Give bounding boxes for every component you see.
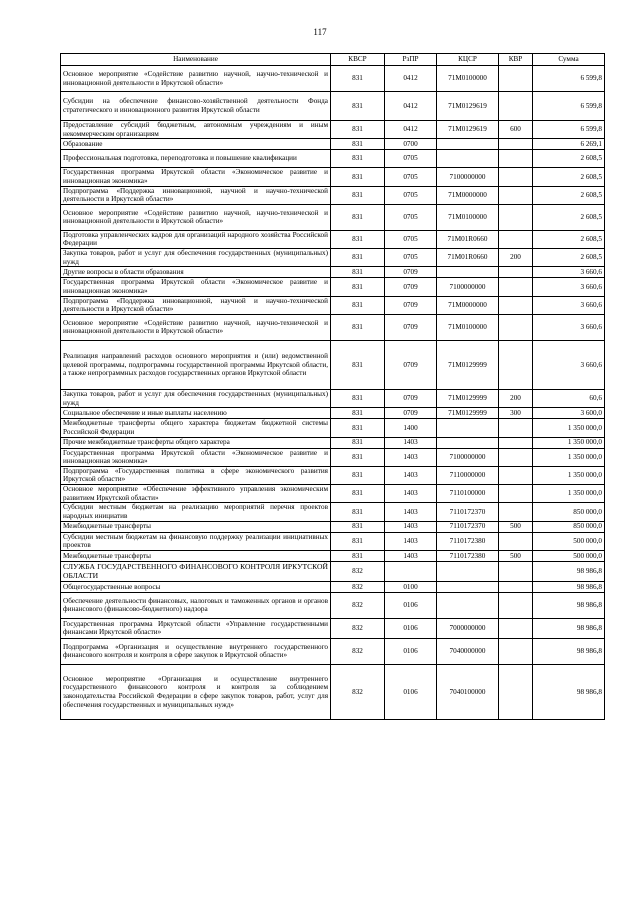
row-name-cell: Основное мероприятие «Обеспечение эффективного управления экономическим развитием Иркутской области» xyxy=(61,485,331,503)
table-row xyxy=(61,278,605,296)
row-kvr-cell xyxy=(499,532,533,550)
row-name-cell: Реализация направлений расходов основного мероприятия и (или) ведомственной целевой программы, подпрограммы государственной программы Иркутской области, а также непрограммных расходов государственных органов Иркутской области xyxy=(61,340,331,389)
table-row xyxy=(61,296,605,314)
row-rzpr-cell: 1403 xyxy=(385,466,437,484)
row-kcsr-cell: 71М0100000 xyxy=(437,66,499,92)
row-kvr-cell xyxy=(499,638,533,664)
row-kcsr-cell: 71М0129619 xyxy=(437,92,499,121)
row-kcsr-cell: 7110172370 xyxy=(437,503,499,521)
row-name-cell: Другие вопросы в области образования xyxy=(61,267,331,278)
row-name-cell: Основное мероприятие «Содействие развитию научной, научно-технической и инновационной деятельности в Иркутской области» xyxy=(61,66,331,92)
row-sum-cell: 98 986,8 xyxy=(533,581,605,592)
row-name-cell: Субсидии местным бюджетам на реализацию мероприятий перечня проектов народных инициатив xyxy=(61,503,331,521)
row-sum-cell: 3 660,6 xyxy=(533,296,605,314)
table-row xyxy=(61,532,605,550)
row-kvsr-cell: 831 xyxy=(331,139,385,150)
row-kvsr-cell: 831 xyxy=(331,448,385,466)
row-name-cell: Межбюджетные трансферты общего характера бюджетам бюджетной системы Российской Федерации xyxy=(61,419,331,437)
row-rzpr-cell: 1403 xyxy=(385,485,437,503)
row-rzpr-cell: 0412 xyxy=(385,121,437,139)
row-sum-cell: 1 350 000,0 xyxy=(533,485,605,503)
row-kvsr-cell: 832 xyxy=(331,618,385,638)
table-row xyxy=(61,249,605,267)
row-kvr-cell xyxy=(499,168,533,186)
row-sum-cell: 2 608,5 xyxy=(533,150,605,168)
row-sum-cell: 2 608,5 xyxy=(533,230,605,248)
row-name-cell: Межбюджетные трансферты xyxy=(61,550,331,561)
row-name-cell: СЛУЖБА ГОСУДАРСТВЕННОГО ФИНАНСОВОГО КОНТРОЛЯ ИРКУТСКОЙ ОБЛАСТИ xyxy=(61,561,331,581)
row-rzpr-cell: 0700 xyxy=(385,139,437,150)
row-kcsr-cell xyxy=(437,150,499,168)
row-kcsr-cell: 7110172370 xyxy=(437,521,499,532)
row-kvr-cell xyxy=(499,448,533,466)
row-rzpr-cell: 0106 xyxy=(385,664,437,719)
row-name-cell: Закупка товаров, работ и услуг для обеспечения государственных (муниципальных) нужд xyxy=(61,249,331,267)
row-name-cell: Общегосударственные вопросы xyxy=(61,581,331,592)
row-kvr-cell xyxy=(499,466,533,484)
row-kcsr-cell xyxy=(437,437,499,448)
row-kvsr-cell: 831 xyxy=(331,521,385,532)
row-kcsr-cell: 71М0000000 xyxy=(437,186,499,204)
row-kvsr-cell: 832 xyxy=(331,638,385,664)
row-rzpr-cell: 0709 xyxy=(385,340,437,389)
row-kvsr-cell: 831 xyxy=(331,150,385,168)
row-kvsr-cell: 831 xyxy=(331,466,385,484)
row-kcsr-cell: 7110172380 xyxy=(437,550,499,561)
row-kvr-cell xyxy=(499,314,533,340)
row-rzpr-cell xyxy=(385,561,437,581)
row-kvr-cell: 200 xyxy=(499,389,533,407)
row-kvr-cell xyxy=(499,278,533,296)
row-kcsr-cell: 71М0000000 xyxy=(437,296,499,314)
row-kvsr-cell: 831 xyxy=(331,419,385,437)
row-kvsr-cell: 832 xyxy=(331,664,385,719)
row-name-cell: Основное мероприятие «Содействие развитию научной, научно-технической и инновационной деятельности в Иркутской области» xyxy=(61,204,331,230)
row-kcsr-cell: 7110000000 xyxy=(437,466,499,484)
row-rzpr-cell: 0709 xyxy=(385,267,437,278)
row-kvsr-cell: 831 xyxy=(331,389,385,407)
table-row xyxy=(61,581,605,592)
row-sum-cell: 1 350 000,0 xyxy=(533,437,605,448)
row-sum-cell: 1 350 000,0 xyxy=(533,466,605,484)
table-row xyxy=(61,419,605,437)
table-row xyxy=(61,408,605,419)
row-name-cell: Государственная программа Иркутской области «Экономическое развитие и инновационная экономика» xyxy=(61,278,331,296)
row-kvr-cell xyxy=(499,581,533,592)
table-header-row xyxy=(61,54,605,66)
row-kcsr-cell xyxy=(437,561,499,581)
row-rzpr-cell: 1400 xyxy=(385,419,437,437)
row-kcsr-cell: 7040100000 xyxy=(437,664,499,719)
row-kvr-cell xyxy=(499,186,533,204)
row-kvr-cell xyxy=(499,485,533,503)
row-kcsr-cell: 71М0129999 xyxy=(437,389,499,407)
row-kvsr-cell: 831 xyxy=(331,267,385,278)
row-kvr-cell: 600 xyxy=(499,121,533,139)
row-kvr-cell xyxy=(499,267,533,278)
row-rzpr-cell: 1403 xyxy=(385,503,437,521)
row-sum-cell: 3 660,6 xyxy=(533,278,605,296)
row-kvsr-cell: 831 xyxy=(331,66,385,92)
row-kvr-cell xyxy=(499,437,533,448)
row-name-cell: Подпрограмма «Организация и осуществление внутреннего государственного финансового контроля и контроля в сфере закупок в Иркутской области» xyxy=(61,638,331,664)
row-kvsr-cell: 831 xyxy=(331,204,385,230)
row-sum-cell: 6 269,1 xyxy=(533,139,605,150)
row-name-cell: Государственная программа Иркутской области «Экономическое развитие и инновационная экономика» xyxy=(61,168,331,186)
table-row xyxy=(61,267,605,278)
budget-table xyxy=(60,53,605,720)
header-kvr: КВР xyxy=(499,54,533,66)
row-rzpr-cell: 0100 xyxy=(385,581,437,592)
row-sum-cell: 60,6 xyxy=(533,389,605,407)
row-kvr-cell xyxy=(499,92,533,121)
row-kcsr-cell: 71М01R0660 xyxy=(437,249,499,267)
row-sum-cell: 98 986,8 xyxy=(533,618,605,638)
row-sum-cell: 850 000,0 xyxy=(533,521,605,532)
row-kvr-cell xyxy=(499,66,533,92)
row-kvsr-cell: 832 xyxy=(331,581,385,592)
row-sum-cell: 3 660,6 xyxy=(533,267,605,278)
row-sum-cell: 3 660,6 xyxy=(533,314,605,340)
row-kvsr-cell: 831 xyxy=(331,168,385,186)
row-rzpr-cell: 1403 xyxy=(385,448,437,466)
row-rzpr-cell: 0705 xyxy=(385,204,437,230)
row-sum-cell: 98 986,8 xyxy=(533,664,605,719)
row-kcsr-cell: 71М0129619 xyxy=(437,121,499,139)
row-name-cell: Образование xyxy=(61,139,331,150)
row-name-cell: Прочие межбюджетные трансферты общего характера xyxy=(61,437,331,448)
row-rzpr-cell: 0709 xyxy=(385,278,437,296)
row-kvr-cell xyxy=(499,592,533,618)
row-sum-cell: 3 660,6 xyxy=(533,340,605,389)
row-kvr-cell xyxy=(499,296,533,314)
row-sum-cell: 6 599,8 xyxy=(533,92,605,121)
row-sum-cell: 2 608,5 xyxy=(533,186,605,204)
row-kvsr-cell: 831 xyxy=(331,340,385,389)
row-name-cell: Субсидии на обеспечение финансово-хозяйственной деятельности Фонда стратегического и инновационного развития Иркутской области xyxy=(61,92,331,121)
row-rzpr-cell: 1403 xyxy=(385,550,437,561)
row-rzpr-cell: 0709 xyxy=(385,314,437,340)
row-kvsr-cell: 831 xyxy=(331,121,385,139)
row-rzpr-cell: 0106 xyxy=(385,638,437,664)
row-kcsr-cell: 7110172380 xyxy=(437,532,499,550)
row-kcsr-cell: 7000000000 xyxy=(437,618,499,638)
row-rzpr-cell: 0106 xyxy=(385,618,437,638)
table-row xyxy=(61,550,605,561)
header-rzpr: РзПР xyxy=(385,54,437,66)
row-name-cell: Подпрограмма «Поддержка инновационной, научной и научно-технической деятельности в Иркутской области» xyxy=(61,186,331,204)
row-sum-cell: 850 000,0 xyxy=(533,503,605,521)
table-row xyxy=(61,664,605,719)
row-name-cell: Межбюджетные трансферты xyxy=(61,521,331,532)
table-row xyxy=(61,139,605,150)
row-sum-cell: 2 608,5 xyxy=(533,249,605,267)
row-name-cell: Основное мероприятие «Организация и осуществление внутреннего государственного финансового контроля и контроля за соблюдением законодательства Российской Федерации в сфере закупок товаров, работ, услуг для обеспечения государственных и муниципальных нужд» xyxy=(61,664,331,719)
row-kvr-cell xyxy=(499,150,533,168)
row-kcsr-cell: 71М0100000 xyxy=(437,314,499,340)
row-name-cell: Предоставление субсидий бюджетным, автономным учреждениям и иным некоммерческим организациям xyxy=(61,121,331,139)
row-kvsr-cell: 831 xyxy=(331,314,385,340)
row-name-cell: Обеспечение деятельности финансовых, налоговых и таможенных органов и органов финансового (финансово-бюджетного) надзора xyxy=(61,592,331,618)
row-sum-cell: 2 608,5 xyxy=(533,168,605,186)
row-kvsr-cell: 831 xyxy=(331,230,385,248)
row-name-cell: Подпрограмма «Поддержка инновационной, научной и научно-технической деятельности в Иркутской области» xyxy=(61,296,331,314)
row-kcsr-cell xyxy=(437,592,499,618)
row-kvsr-cell: 831 xyxy=(331,550,385,561)
table-row xyxy=(61,466,605,484)
row-rzpr-cell: 0705 xyxy=(385,150,437,168)
row-name-cell: Субсидии местным бюджетам на финансовую поддержку реализации инициативных проектов xyxy=(61,532,331,550)
row-kvsr-cell: 831 xyxy=(331,296,385,314)
row-kvr-cell xyxy=(499,561,533,581)
row-name-cell: Подпрограмма «Государственная политика в сфере экономического развития Иркутской области» xyxy=(61,466,331,484)
table-row xyxy=(61,204,605,230)
row-kvr-cell xyxy=(499,204,533,230)
row-kvr-cell: 300 xyxy=(499,408,533,419)
row-kcsr-cell xyxy=(437,581,499,592)
row-kvsr-cell: 831 xyxy=(331,249,385,267)
table-row xyxy=(61,168,605,186)
row-kvr-cell xyxy=(499,230,533,248)
row-name-cell: Закупка товаров, работ и услуг для обеспечения государственных (муниципальных) нужд xyxy=(61,389,331,407)
row-rzpr-cell: 0705 xyxy=(385,186,437,204)
row-rzpr-cell: 0705 xyxy=(385,168,437,186)
row-sum-cell: 1 350 000,0 xyxy=(533,419,605,437)
row-kvsr-cell: 831 xyxy=(331,92,385,121)
row-kvsr-cell: 832 xyxy=(331,561,385,581)
table-row xyxy=(61,314,605,340)
row-name-cell: Социальное обеспечение и иные выплаты населению xyxy=(61,408,331,419)
header-kvsr: КВСР xyxy=(331,54,385,66)
row-rzpr-cell: 1403 xyxy=(385,521,437,532)
table-row xyxy=(61,121,605,139)
header-sum: Сумма xyxy=(533,54,605,66)
row-kcsr-cell: 7040000000 xyxy=(437,638,499,664)
row-sum-cell: 500 000,0 xyxy=(533,550,605,561)
row-kvsr-cell: 831 xyxy=(331,186,385,204)
row-kcsr-cell xyxy=(437,139,499,150)
page-number: 117 xyxy=(313,27,327,37)
row-rzpr-cell: 0412 xyxy=(385,92,437,121)
table-row xyxy=(61,503,605,521)
row-sum-cell: 3 600,0 xyxy=(533,408,605,419)
row-kcsr-cell xyxy=(437,267,499,278)
row-kcsr-cell: 7100000000 xyxy=(437,278,499,296)
table-row xyxy=(61,92,605,121)
table-row xyxy=(61,638,605,664)
row-rzpr-cell: 0412 xyxy=(385,66,437,92)
row-sum-cell: 6 599,8 xyxy=(533,66,605,92)
row-kvsr-cell: 831 xyxy=(331,503,385,521)
row-kcsr-cell: 71М01R0660 xyxy=(437,230,499,248)
row-kvr-cell xyxy=(499,618,533,638)
row-rzpr-cell: 1403 xyxy=(385,532,437,550)
table-row xyxy=(61,618,605,638)
row-sum-cell: 500 000,0 xyxy=(533,532,605,550)
row-kvr-cell xyxy=(499,503,533,521)
table-body xyxy=(61,66,605,720)
row-kvr-cell: 500 xyxy=(499,521,533,532)
table-row xyxy=(61,437,605,448)
row-kvr-cell xyxy=(499,664,533,719)
table-row xyxy=(61,561,605,581)
row-rzpr-cell: 0709 xyxy=(385,389,437,407)
row-rzpr-cell: 0705 xyxy=(385,249,437,267)
row-kcsr-cell: 71М0129999 xyxy=(437,408,499,419)
row-kcsr-cell: 7110100000 xyxy=(437,485,499,503)
table-row xyxy=(61,485,605,503)
table-row xyxy=(61,521,605,532)
row-kcsr-cell: 71М0100000 xyxy=(437,204,499,230)
row-kcsr-cell: 7100000000 xyxy=(437,168,499,186)
row-name-cell: Основное мероприятие «Содействие развитию научной, научно-технической и инновационной деятельности в Иркутской области» xyxy=(61,314,331,340)
row-kvr-cell: 200 xyxy=(499,249,533,267)
row-kcsr-cell: 7100000000 xyxy=(437,448,499,466)
row-kvr-cell xyxy=(499,419,533,437)
header-name: Наименование xyxy=(61,54,331,66)
table-row xyxy=(61,150,605,168)
header-kcsr: КЦСР xyxy=(437,54,499,66)
row-kcsr-cell xyxy=(437,419,499,437)
row-kvsr-cell: 831 xyxy=(331,408,385,419)
table-row xyxy=(61,186,605,204)
row-rzpr-cell: 1403 xyxy=(385,437,437,448)
row-sum-cell: 98 986,8 xyxy=(533,638,605,664)
table-row xyxy=(61,592,605,618)
table-row xyxy=(61,448,605,466)
row-rzpr-cell: 0709 xyxy=(385,296,437,314)
row-kvr-cell: 500 xyxy=(499,550,533,561)
table-row xyxy=(61,66,605,92)
row-name-cell: Профессиональная подготовка, переподготовка и повышение квалификации xyxy=(61,150,331,168)
row-sum-cell: 6 599,8 xyxy=(533,121,605,139)
row-kvsr-cell: 832 xyxy=(331,592,385,618)
row-kcsr-cell: 71М0129999 xyxy=(437,340,499,389)
row-sum-cell: 1 350 000,0 xyxy=(533,448,605,466)
row-kvr-cell xyxy=(499,139,533,150)
table-row xyxy=(61,230,605,248)
row-name-cell: Подготовка управленческих кадров для организаций народного хозяйства Российской Федерации xyxy=(61,230,331,248)
row-kvsr-cell: 831 xyxy=(331,532,385,550)
row-sum-cell: 98 986,8 xyxy=(533,561,605,581)
table-row xyxy=(61,340,605,389)
row-name-cell: Государственная программа Иркутской области «Экономическое развитие и инновационная экономика» xyxy=(61,448,331,466)
row-sum-cell: 98 986,8 xyxy=(533,592,605,618)
row-name-cell: Государственная программа Иркутской области «Управление государственными финансами Иркутской области» xyxy=(61,618,331,638)
table-row xyxy=(61,389,605,407)
row-kvr-cell xyxy=(499,340,533,389)
row-rzpr-cell: 0705 xyxy=(385,230,437,248)
row-sum-cell: 2 608,5 xyxy=(533,204,605,230)
row-rzpr-cell: 0709 xyxy=(385,408,437,419)
row-rzpr-cell: 0106 xyxy=(385,592,437,618)
row-kvsr-cell: 831 xyxy=(331,278,385,296)
row-kvsr-cell: 831 xyxy=(331,485,385,503)
row-kvsr-cell: 831 xyxy=(331,437,385,448)
